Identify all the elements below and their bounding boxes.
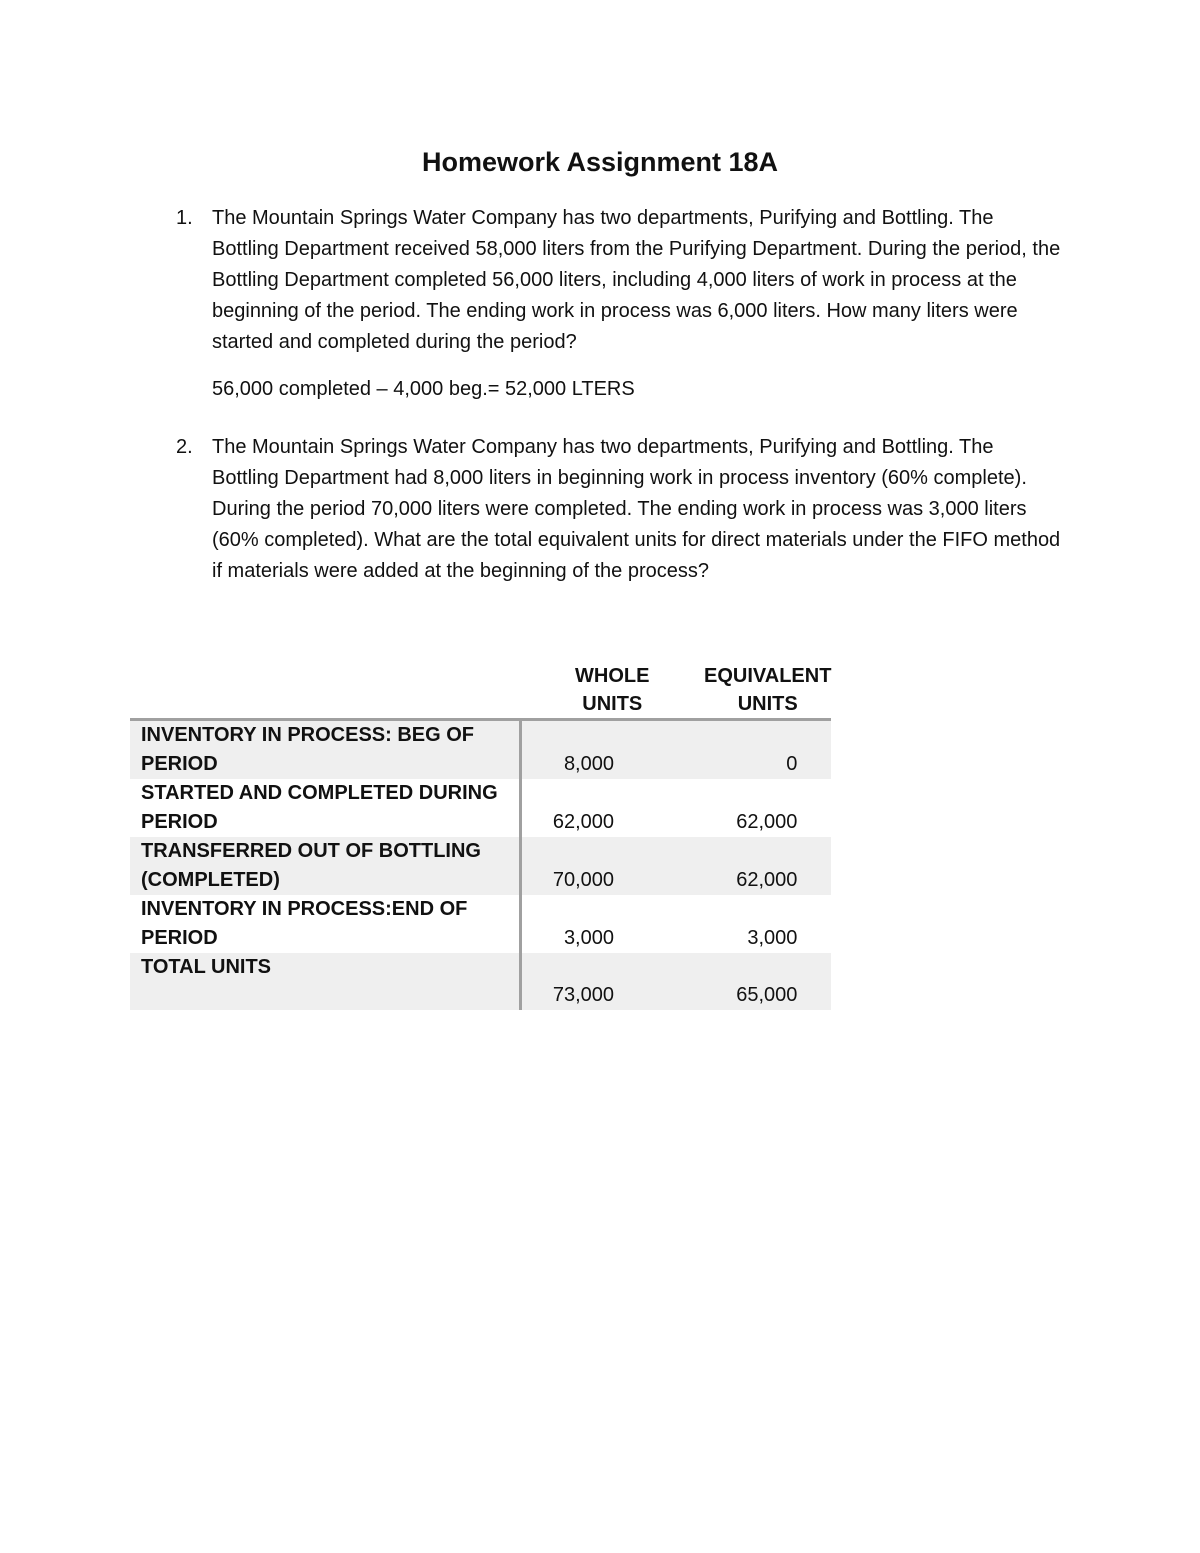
row-equivalent-units: 3,000 (747, 927, 798, 949)
row-whole-units: 8,000 (521, 720, 705, 780)
question-1-number: 1. (176, 207, 193, 229)
row-whole-units: 3,000 (521, 895, 705, 953)
row-label-line1: INVENTORY IN PROCESS: BEG OF (141, 724, 475, 746)
row-whole-units: 70,000 (521, 837, 705, 895)
table-row (130, 720, 831, 780)
question-1-text: The Mountain Springs Water Company has two departments, Purifying and Bottling. The Bottling Department received 58,000 liters from the Purifying Department. During the period, the Bottling Department completed 56,000 liters, including 4,000 liters of work in process at the beginning of the period. The ending work in process was 6,000 liters. How many liters were started and completed during the period? (212, 207, 1061, 353)
question-2-text: The Mountain Springs Water Company has two departments, Purifying and Bottling. The Bottling Department had 8,000 liters in beginning work in process inventory (60% complete). During the period 70,000 liters were completed. The ending work in process was 3,000 liters (60% completed). What are the total equivalent units for direct materials under the FIFO method if materials were added at the beginning of the process? (212, 436, 1061, 582)
row-label-line1: INVENTORY IN PROCESS:END OF (141, 898, 468, 920)
header-equivalent-units (704, 660, 831, 720)
question-2 (176, 432, 1066, 587)
row-equivalent-units: 62,000 (736, 811, 798, 833)
row-label (130, 779, 521, 837)
header-whole-units (521, 660, 705, 720)
row-label-line1: TOTAL UNITS (141, 956, 271, 978)
header-equiv-line1: EQUIVALENT (704, 665, 832, 687)
table-row (130, 779, 831, 837)
row-label-line2: (COMPLETED) (141, 869, 280, 891)
row-label-line1: TRANSFERRED OUT OF BOTTLING (141, 840, 481, 862)
row-label (130, 720, 521, 780)
row-label-line2: PERIOD (141, 811, 218, 833)
row-equivalent-units: 65,000 (704, 953, 831, 1010)
row-label-line2: PERIOD (141, 753, 218, 775)
row-label (130, 837, 521, 895)
row-equivalent-units: 62,000 (704, 837, 831, 895)
question-1 (176, 203, 1066, 358)
question-1-answer: 56,000 completed – 4,000 beg.= 52,000 LTERS (212, 378, 635, 400)
row-label-line2: PERIOD (141, 927, 218, 949)
row-label (130, 953, 521, 1010)
header-whole-line2: UNITS (582, 693, 643, 715)
row-whole-units: 62,000 (521, 779, 705, 837)
table-row (130, 837, 831, 895)
row-label-line1: STARTED AND COMPLETED DURING (141, 782, 498, 804)
table-row (130, 895, 831, 953)
units-table (130, 660, 831, 1010)
question-2-number: 2. (176, 436, 193, 458)
table-row-total (130, 953, 831, 1010)
header-whole-line1: WHOLE (575, 665, 650, 687)
row-label (130, 895, 521, 953)
row-equivalent-units: 0 (704, 720, 831, 780)
row-whole-units: 73,000 (521, 953, 705, 1010)
page-title: Homework Assignment 18A (421, 147, 779, 177)
units-table-header (130, 660, 831, 720)
header-equiv-line2: UNITS (737, 693, 798, 715)
header-label-blank (130, 660, 521, 720)
